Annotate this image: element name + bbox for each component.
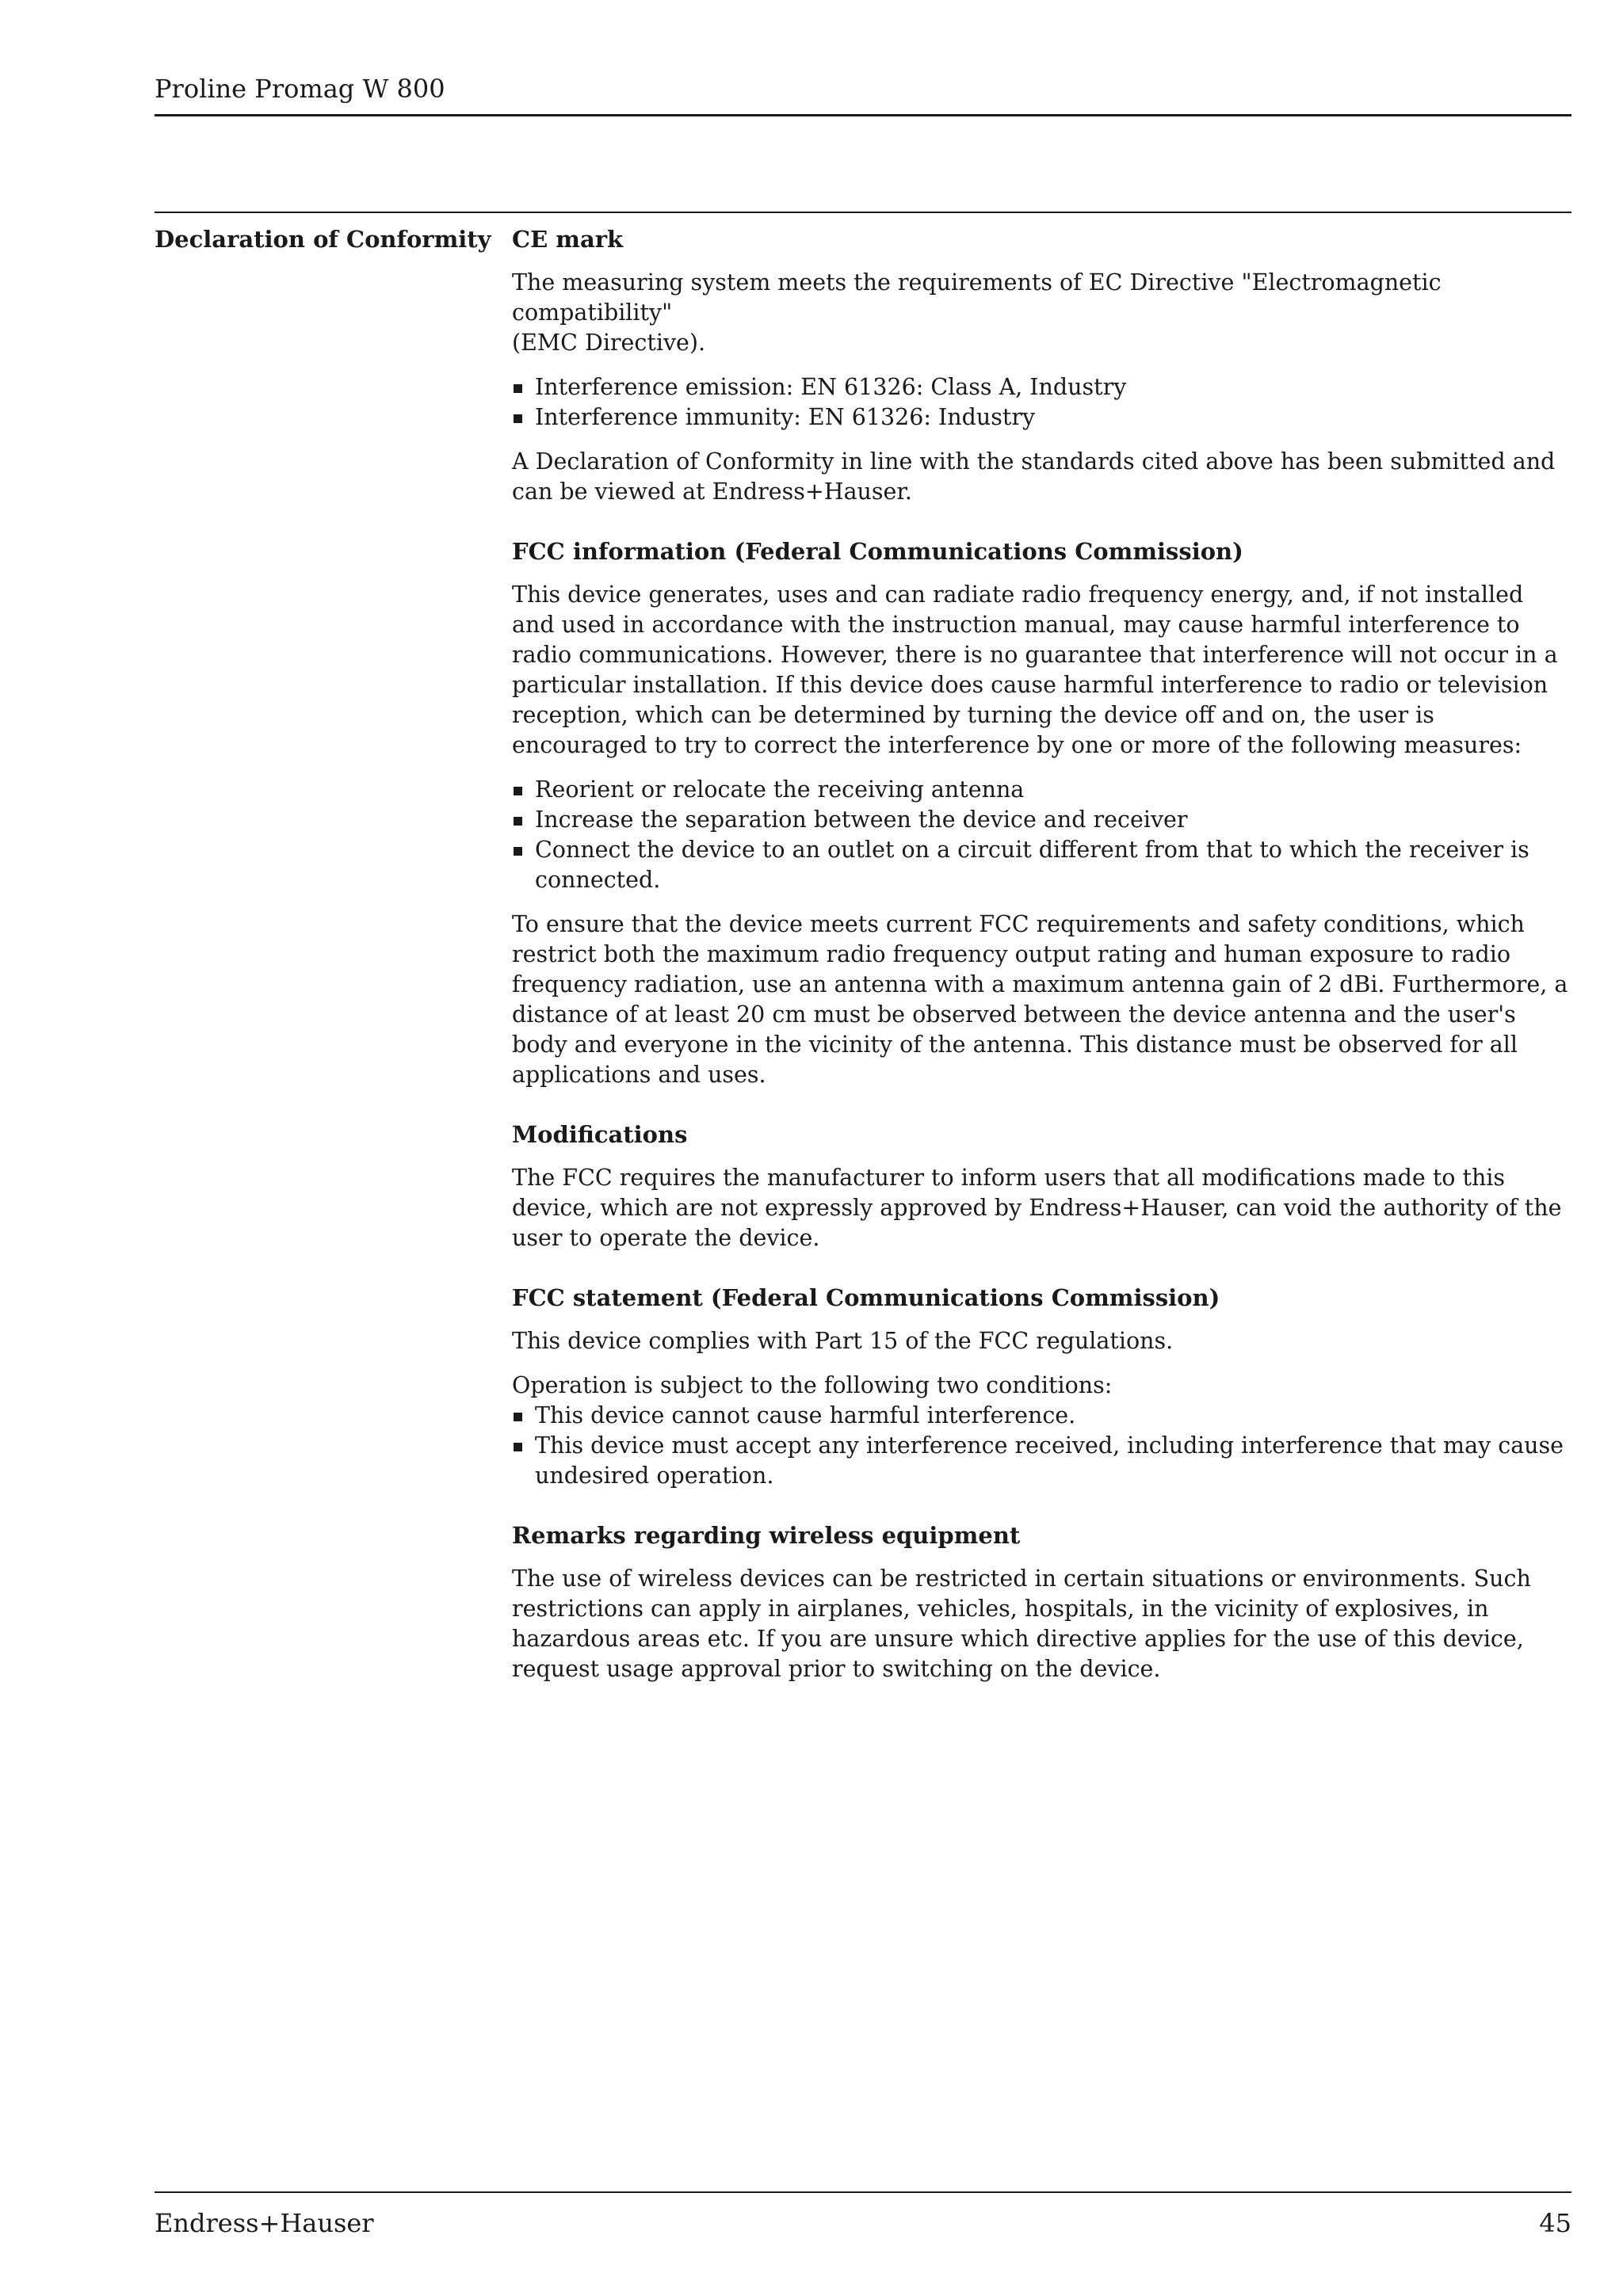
fcc-statement-paragraph: This device complies with Part 15 of the FCC regulations. — [512, 1328, 1174, 1354]
ce-mark-list — [512, 372, 1571, 433]
ce-mark-paragraph-line-2: (EMC Directive). — [512, 330, 706, 356]
fcc-information-heading: FCC information (Federal Communications Commission) — [512, 538, 1243, 565]
page-number: 45 — [1539, 2208, 1571, 2238]
ce-declaration-paragraph: A Declaration of Conformity in line with the standards cited above has been submitted and can be viewed at Endress+Hauser. — [512, 448, 1556, 505]
list-item: Increase the separation between the device and receiver — [512, 805, 1571, 835]
ce-mark-paragraph — [512, 268, 1571, 358]
list-item: Interference emission: EN 61326: Class A, Industry — [512, 372, 1571, 402]
list-item: Reorient or relocate the receiving antenna — [512, 775, 1571, 805]
wireless-remarks-paragraph: The use of wireless devices can be restricted in certain situations or environments. Such restrictions can apply in airplanes, vehicles, hospitals, in the vicinity of explosives, in hazardous areas etc. If you are unsure which directive applies for the use of this device, request usage approval prior to switching on the device. — [512, 1566, 1531, 1682]
fcc-conditions-list — [512, 1401, 1571, 1491]
fcc-measures-list — [512, 775, 1571, 895]
section-label: Declaration of Conformity — [155, 226, 491, 253]
modifications-paragraph: The FCC requires the manufacturer to inform users that all modifications made to this device, which are not expressly approved by Endress+Hauser, can void the authority of the user to operate the device. — [512, 1165, 1562, 1251]
modifications-heading: Modifications — [512, 1121, 688, 1148]
fcc-antenna-paragraph: To ensure that the device meets current FCC requirements and safety conditions, which restrict both the maximum radio frequency output rating and human exposure to radio frequency radiation, use an antenna with a maximum antenna gain of 2 dBi. Furthermore, a distance of at least 20 cm must be observed between the device antenna and the user's body and everyone in the vicinity of the antenna. This distance must be observed for all applications and uses. — [512, 911, 1568, 1088]
header-rule — [155, 114, 1571, 116]
section-rule — [155, 212, 1571, 213]
list-item: This device cannot cause harmful interference. — [512, 1401, 1571, 1431]
fcc-statement-heading: FCC statement (Federal Communications Commission) — [512, 1284, 1220, 1311]
main-content — [512, 223, 1571, 1699]
ce-mark-heading: CE mark — [512, 226, 624, 253]
wireless-remarks-heading: Remarks regarding wireless equipment — [512, 1522, 1021, 1549]
ce-mark-paragraph-line-1: The measuring system meets the requirements of EC Directive "Electromagnetic compatibility" — [512, 269, 1442, 326]
list-item: Interference immunity: EN 61326: Industry — [512, 402, 1571, 433]
fcc-conditions-intro: Operation is subject to the following two conditions: — [512, 1372, 1113, 1398]
page-header-title: Proline Promag W 800 — [155, 74, 445, 104]
fcc-information-paragraph: This device generates, uses and can radiate radio frequency energy, and, if not installed and used in accordance with the instruction manual, may cause harmful interference to radio communications. However, there is no guarantee that interference will not occur in a particular installation. If this device does cause harmful interference to radio or television reception, which can be determined by turning the device off and on, the user is encouraged to try to correct the interference by one or more of the following measures: — [512, 582, 1558, 758]
footer-rule — [155, 2191, 1571, 2193]
list-item: This device must accept any interference received, including interference that may cause undesired operation. — [512, 1431, 1571, 1491]
footer-brand: Endress+Hauser — [155, 2208, 374, 2238]
list-item: Connect the device to an outlet on a circuit different from that to which the receiver is connected. — [512, 835, 1571, 895]
